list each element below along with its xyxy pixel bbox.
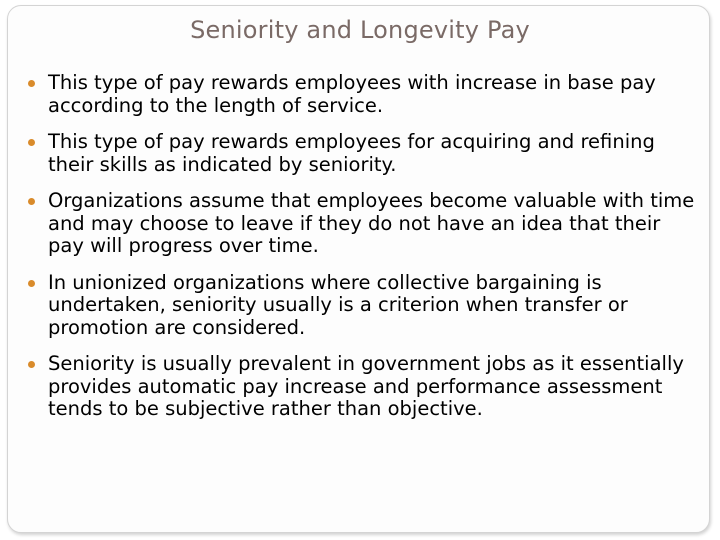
bullet-item	[24, 353, 696, 421]
bullet-item	[24, 272, 696, 340]
bullet-text: Organizations assume that employees become valuable with time and may choose to leave if they do not have an idea that their pay will progress over time.	[48, 189, 695, 257]
bullet-dot-icon	[28, 80, 35, 87]
bullet-dot-icon	[28, 361, 35, 368]
bullet-item	[24, 190, 696, 258]
bullet-dot-icon	[28, 139, 35, 146]
bullet-text: In unionized organizations where collective bargaining is undertaken, seniority usually is a criterion when transfer or promotion are considered.	[48, 270, 628, 339]
bullet-text: Seniority is usually prevalent in government jobs as it essentially provides automatic pay increase and performance assessment tends to be subjective rather than objective.	[48, 352, 684, 420]
bullet-text: This type of pay rewards employees with increase in base pay according to the length of service.	[48, 71, 656, 117]
bullet-list	[24, 72, 696, 435]
bullet-text: This type of pay rewards employees for acquiring and refining their skills as indicated by seniority.	[48, 130, 655, 176]
bullet-item	[24, 131, 696, 176]
slide-title: Seniority and Longevity Pay	[190, 16, 530, 44]
bullet-dot-icon	[28, 280, 35, 287]
bullet-dot-icon	[28, 198, 35, 205]
bullet-item	[24, 72, 696, 117]
